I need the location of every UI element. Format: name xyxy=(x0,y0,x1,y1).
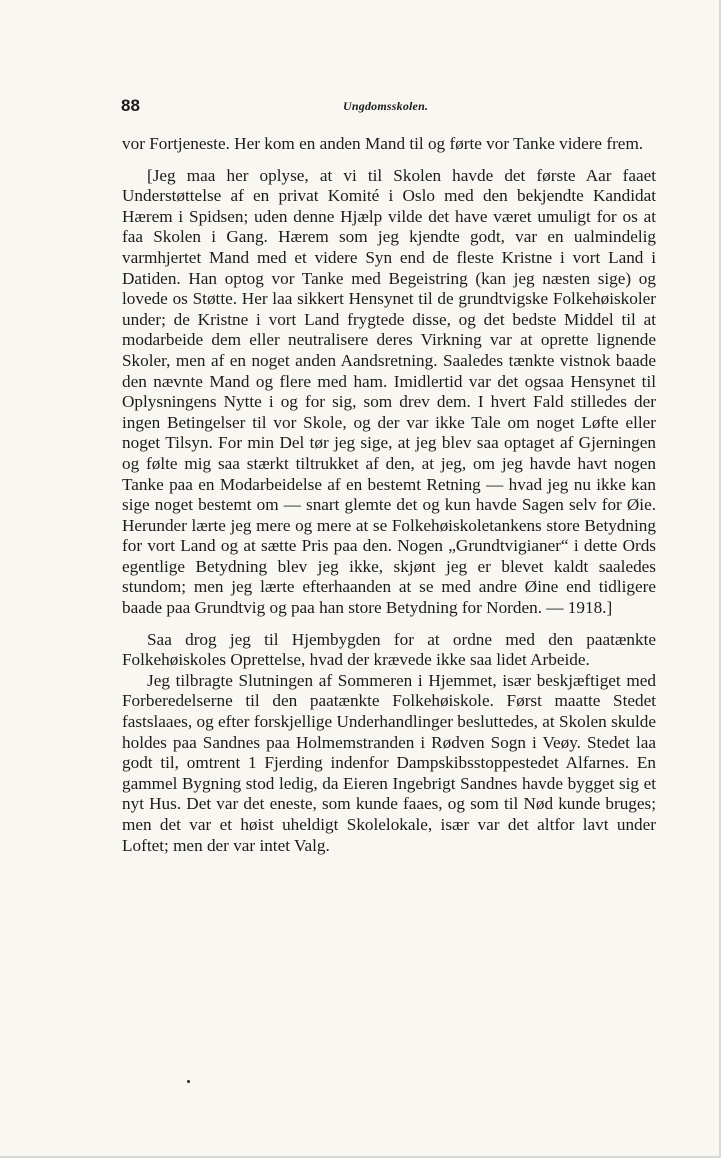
ink-speck xyxy=(187,1080,190,1083)
page-number: 88 xyxy=(121,96,140,115)
paragraph-bracketed-note: [Jeg maa her oplyse, at vi til Skolen havde det første Aar faaet Understøttelse af en privat Komité i Oslo med den bekjendte Kandidat Hærem i Spidsen; uden denne Hjælp vilde det have været umuligt for os at faa Skolen i Gang. Hærem som jeg kjendte godt, var en ualmindelig varmhjertet Mand med et videre Syn end de fleste Kristne i vort Land i Datiden. Han optog vor Tanke med Begeistring (kan jeg næsten sige) og lovede os Støtte. Her laa sikkert Hensynet til de grundtvigske Folkehøiskoler under; de Kristne i vort Land frygtede disse, og det bedste Middel til at modarbeide dem eller neutralisere deres Virkning var at oprette lignende Skoler, men af en noget anden Aandsretning. Saaledes tænkte vistnok baade den nævnte Mand og flere med ham. Imidlertid var det ogsaa Hensynet til Oplysningens Nytte i og for sig, som drev dem. I hvert Fald stilledes der ingen Betingelser til vor Skole, og der var ikke Tale om noget Løfte eller noget Tilsyn. For min Del tør jeg sige, at jeg blev saa optaget af Gjerningen og følte mig saa stærkt tiltrukket af den, at jeg, om jeg havde havt nogen Tanke paa en Modarbeidelse af en bestemt Retning — hvad jeg nu ikke kan sige noget bestemt om — snart glemte det og kun havde Sagen selv for Øie. Herunder lærte jeg mere og mere at se Folkehøiskoletankens store Betydning for vort Land og at sætte Pris paa den. Nogen „Grundtvigianer“ i dette Ords egentlige Betydning blev jeg ikke, skjønt jeg er blevet kaldt saaledes stundom; men jeg lærte efterhaanden at se med andre Øine end tidligere baade paa Grundtvig og paa han store Betydning for Norden. — 1918.] xyxy=(122,165,656,618)
page-header xyxy=(121,96,655,120)
body-text xyxy=(122,134,656,856)
running-title: Ungdomsskolen. xyxy=(343,99,429,113)
paragraph-continuation: vor Fortjeneste. Her kom en anden Mand til og førte vor Tanke videre frem. xyxy=(122,134,644,153)
paragraph-sommeren: Jeg tilbragte Slutningen af Sommeren i Hjemmet, især beskjæftiget med Forberedelserne til den paatænkte Folkehøiskole. Først maatte Stedet fastslaaes, og efter forskjellige Underhandlinger besluttedes, at Skolen skulde holdes paa Sandnes paa Holmemstranden i Rødven Sogn i Veøy. Stedet laa godt til, omtrent 1 Fjerding indenfor Dampskibsstoppestedet Alfarnes. En gammel Bygning stod ledig, da Eieren Ingebrigt Sandnes havde bygget sig et nyt Hus. Det var det eneste, som kunde faaes, og som til Nød kunde bruges; men det var et høist uheldigt Skolelokale, især var det altfor lavt under Loftet; men der var intet Valg. xyxy=(122,670,656,855)
paragraph-hjembygden: Saa drog jeg til Hjembygden for at ordne med den paatænkte Folkehøiskoles Oprettelse, hvad der krævede ikke saa lidet Arbeide. xyxy=(122,629,656,670)
